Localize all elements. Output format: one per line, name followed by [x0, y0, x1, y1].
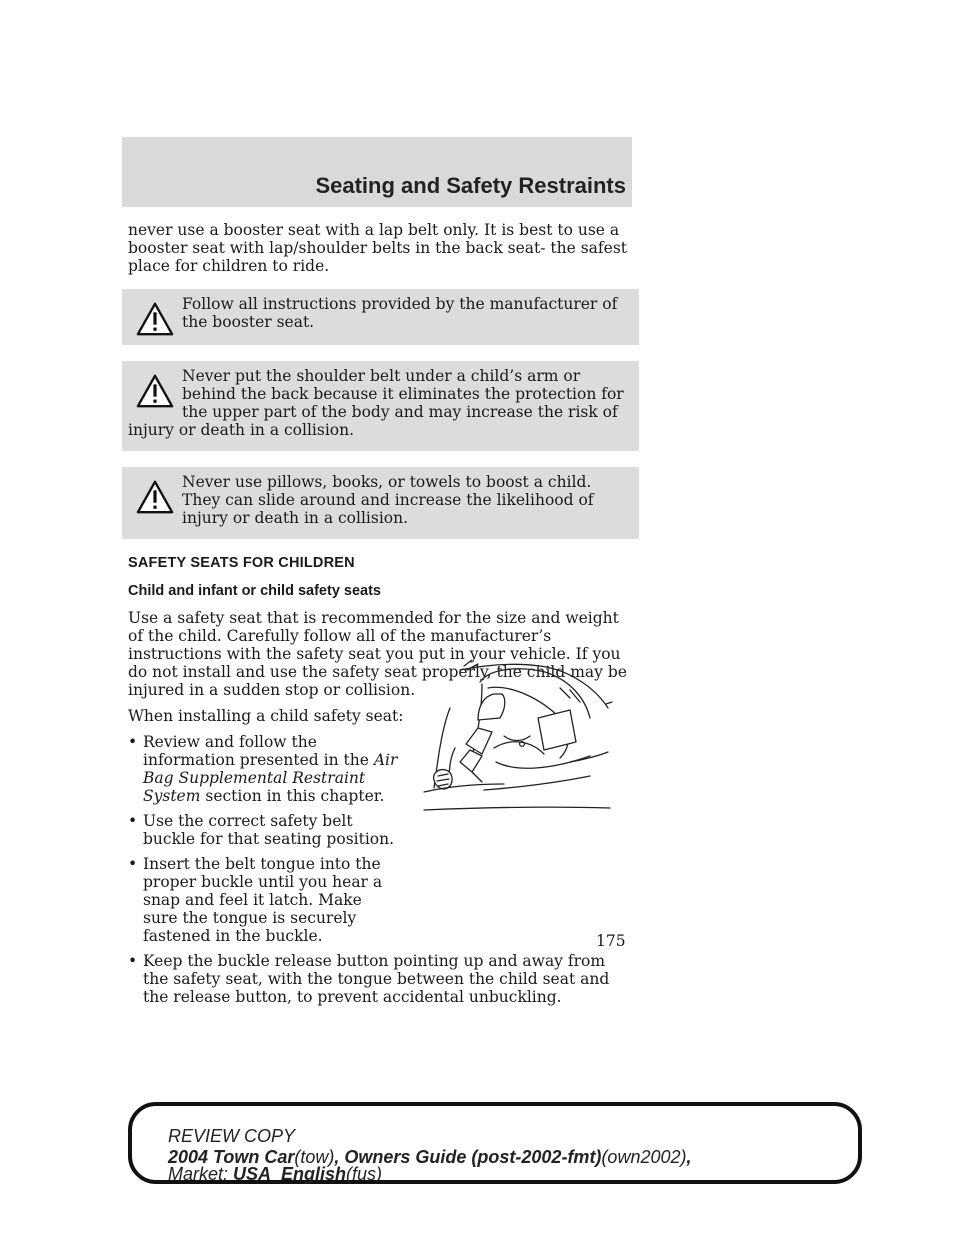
bullet-marker: •	[128, 952, 138, 970]
cross-reference: Air Bag Supplemental Restraint System	[143, 751, 398, 805]
warning-box-1	[122, 289, 639, 345]
body-paragraph: Use a safety seat that is recommended for the size and weight of the child. Carefully follow all of the manufacturer’s instructions with the safety seat you put in your vehicle. If you do not install and use the safety seat properly, the child may be injured in a sudden stop or collision.	[128, 609, 627, 699]
section-heading: SAFETY SEATS FOR CHILDREN	[128, 555, 355, 571]
list-intro: When installing a child safety seat:	[128, 707, 404, 725]
intro-paragraph: never use a booster seat with a lap belt only. It is best to use a booster seat with lap/shoulder belts in the back seat- the safest place for children to ride.	[128, 221, 628, 275]
warning-text-1: Follow all instructions provided by the manufacturer of the booster seat.	[182, 295, 618, 331]
subsection-heading: Child and infant or child safety seats	[128, 583, 381, 599]
bullet-marker: •	[128, 812, 138, 830]
warning-text-3: Never use pillows, books, or towels to boost a child. They can slide around and increase the likelihood of injury or death in a collision.	[182, 473, 594, 527]
list-item: • Use the correct safety belt buckle for that seating position.	[128, 812, 395, 848]
footer-line-2: 2004 Town Car(tow), Owners Guide (post-2002-fmt)(own2002),	[168, 1147, 692, 1167]
warning-triangle-icon	[136, 301, 174, 337]
warning-triangle-icon	[136, 479, 174, 515]
list-item: • Keep the buckle release button pointing up and away from the safety seat, with the tongue between the child seat and the release button, to prevent accidental unbuckling.	[128, 952, 610, 1006]
list-item: • Review and follow the information presented in the Air Bag Supplemental Restraint System section in this chapter.	[128, 733, 398, 805]
warning-box-2	[122, 361, 639, 451]
bullet-marker: •	[128, 733, 138, 751]
page-content	[128, 221, 633, 1013]
footer-line-1: REVIEW COPY	[168, 1126, 296, 1146]
buckle-illustration	[420, 658, 615, 820]
bullet-marker: •	[128, 855, 138, 873]
footer-box	[128, 1102, 862, 1184]
warning-triangle-icon	[136, 373, 174, 409]
list-item: • Insert the belt tongue into the proper buckle until you hear a snap and feel it latch. Make sure the tongue is securely fastened in the buckle.	[128, 855, 383, 945]
page-title: Seating and Safety Restraints	[315, 173, 626, 198]
header-band	[122, 137, 632, 207]
page-number: 175	[596, 932, 626, 950]
warning-text-2: Never put the shoulder belt under a child’s arm or behind the back because it eliminates the protection for the upper part of the body and may increase the risk of injury or death in a collision.	[128, 367, 624, 439]
warning-box-3	[122, 467, 639, 539]
footer-line-3: Market: USA_English(fus)	[168, 1164, 383, 1184]
